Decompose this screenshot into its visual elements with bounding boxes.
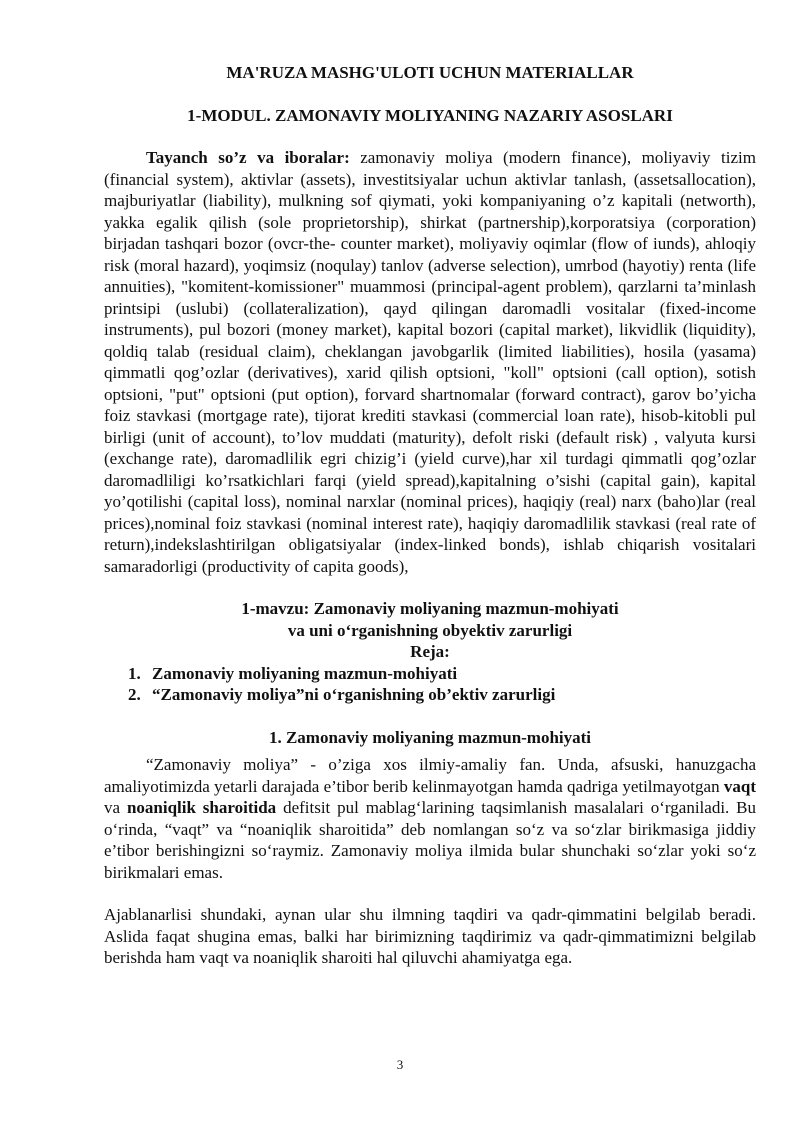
document-title: MA'RUZA MASHG'ULOTI UCHUN MATERIALLAR [226, 63, 634, 82]
body-text: “Zamonaviy moliya” - o’ziga xos ilmiy-amaliy fan. Unda, afsuski, hanuzgacha amaliyotimizda yetarli darajada e’tibor berib kelinmayotgan hamda qadriga yetilmayotgan [104, 755, 756, 796]
plan-item-text: “Zamonaviy moliya”ni o‘rganishning ob’ektiv zarurligi [152, 685, 556, 704]
plan-label: Reja: [410, 642, 450, 661]
bold-term: vaqt [723, 776, 756, 796]
topic-title-line2: va uni o‘rganishning obyektiv zarurligi [287, 620, 573, 640]
keywords-paragraph [104, 147, 756, 577]
topic-heading [104, 598, 756, 663]
keywords-lead: Tayanch so’z va iboralar: [146, 148, 350, 167]
plan-list [104, 663, 756, 706]
plan-item-number: 1. [128, 663, 141, 683]
document-page [104, 62, 756, 969]
body-paragraph: Ajablanarlisi shundaki, aynan ular shu ilmning taqdiri va qadr-qimmatini belgilab beradi. Aslida faqat shugina emas, balki har birimizning taqdirimiz va qadr-qimmatimizni belgilab berishda ham vaqt va noaniqlik sharoiti hal qiluvchi ahamiyatga ega. [104, 905, 756, 967]
body-text: defitsit pul mablag‘larining taqsimlanish masalalari o‘rganiladi. Bu o‘rinda, “vaqt” va “noaniqlik sharoitida” deb nomlangan so‘z va so‘zlar birikmasiga jiddiy e’tibor berishingizni so‘raymiz. Zamonaviy moliya ilmida bular shunchaki so‘zlar yoki so‘z birikmalari emas. [104, 798, 757, 882]
plan-item [104, 684, 756, 706]
keywords-text: zamonaviy moliya (modern finance), moliyaviy tizim (financial system), aktivlar (assets), investitsiyalar uchun aktivlar tanlash, (assetsallocation), majburiyatlar (liability), mulkning sof qiymati, yoki kompaniyaning o’z kapitali (networth), yakka egalik qilish (sole proprietorship), shirkat (partnership),korporatsiya (corporation) birjadan tashqari bozor (ovcr-the- counter market), moliyaviy oqimlar (flow of iunds), ahloqiy risk (moral hazard), yoqimsiz (noqulay) tanlov (adverse selection), umrbod (hayotiy) renta (life annuities), "komitent-komissioner" muammosi (principal-agent problem), qarzlarni ta’minlash printsipi (uslubi) (collateralization), qayd qilingan daromadli vositalar (fixed-income instruments), pul bozori (money market), kapital bozori (capital market), likvidlik (liquidity), qoldiq talab (residual claim), cheklangan javobgarlik (limited liabilities), hosila (yasama) qimmatli qog’ozlar (derivatives), xarid qilish optsioni, "koll" optsioni (call option), sotish optsioni, "put" optsioni (put option), forvard shartnomalar (forward contract), garov bo’yicha foiz stavkasi (mortgage rate), tijorat krediti stavkasi (commercial loan rate), hisob-kitobli pul birligi (unit of account), to’lov muddati (maturity), defolt riski (default risk) , valyuta kursi (exchange rate), daromadlilik egri chizig’i (yield curve),har xil turdagi qimmatli qog’ozlar daromadliligi ko’rsatkichlari farqi (yield spread),kapitalning o’sishi (capital gain), kapital yo’qotilishi (capital loss), nominal narxlar (nominal prices), haqiqiy (real) narx (baho)lar (real prices),nominal foiz stavkasi (nominal interest rate), haqiqiy daromadlilik stavkasi (real rate of return),indekslashtirilgan obligatsiyalar (index-linked bonds), ishlab chiqarish vositalari samaradorligi (productivity of capita goods), [104, 148, 756, 576]
module-title: 1-MODUL. ZAMONAVIY MOLIYANING NAZARIY ASOSLARI [187, 105, 673, 125]
topic-title-line1: 1-mavzu: Zamonaviy moliyaning mazmun-mohiyati [241, 599, 619, 618]
plan-item-number: 2. [128, 685, 141, 704]
plan-item [104, 663, 756, 685]
body-paragraph [104, 754, 756, 883]
bold-term: noaniqlik sharoitida [126, 798, 277, 817]
plan-item-text: Zamonaviy moliyaning mazmun-mohiyati [152, 663, 458, 683]
body-text: va [104, 798, 127, 817]
section-title: 1. Zamonaviy moliyaning mazmun-mohiyati [268, 727, 592, 747]
page-number: 3 [396, 1057, 404, 1072]
